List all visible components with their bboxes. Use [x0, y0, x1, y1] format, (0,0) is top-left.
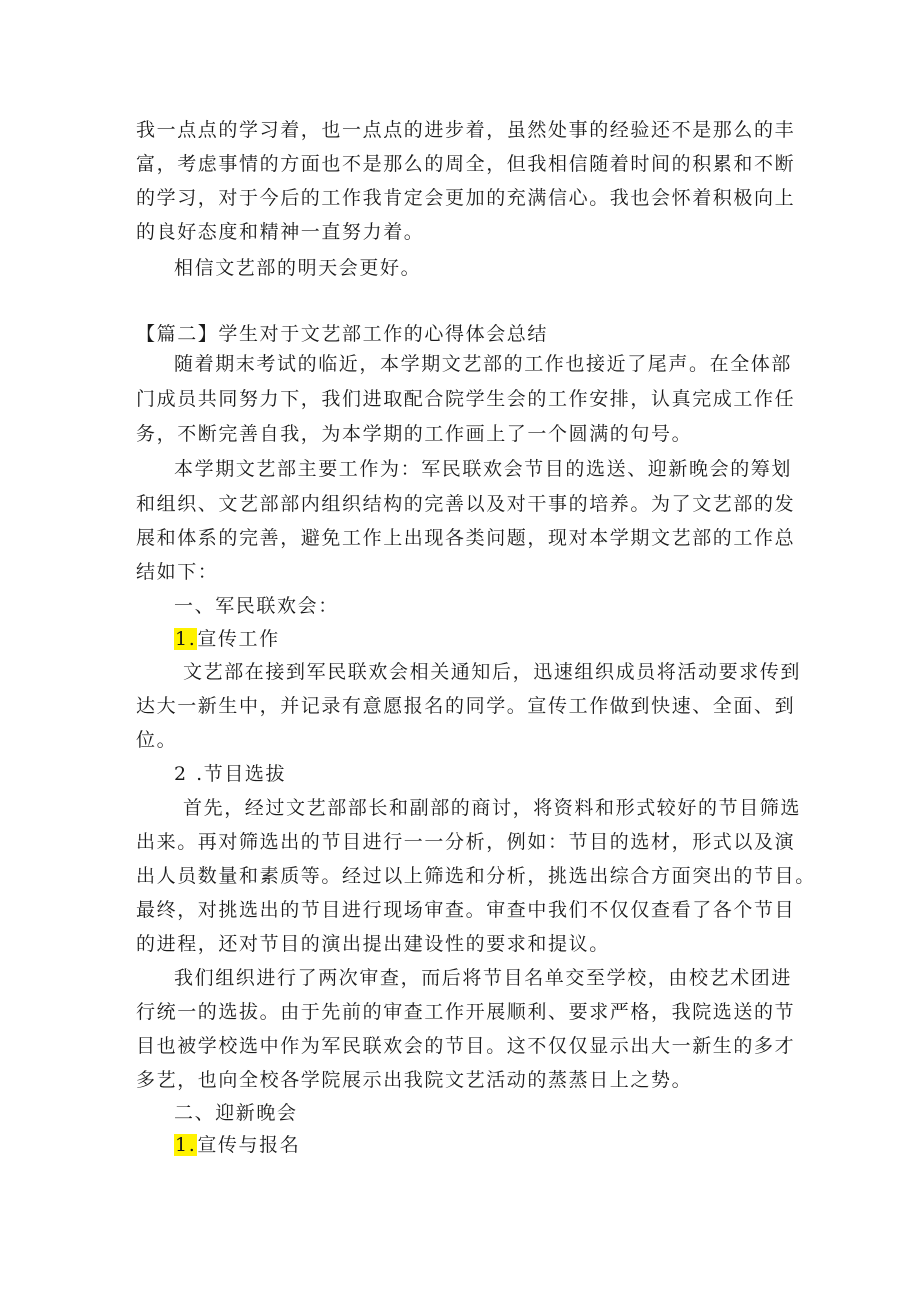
body-text-line: 首先，经过文艺部部长和副部的商讨，将资料和形式较好的节目筛选 — [183, 797, 802, 819]
body-text-line: 本学期文艺部主要工作为：军民联欢会节目的选送、迎新晚会的筹划 — [174, 458, 793, 480]
section-heading: 二、迎新晚会 — [174, 1102, 298, 1124]
body-text-line: 和组织、文艺部部内组织结构的完善以及对干事的培养。为了文艺部的发 — [136, 493, 796, 515]
body-text-line: 的进程，还对节目的演出提出建设性的要求和提议。 — [136, 933, 610, 955]
section-heading: 一、军民联欢会： — [174, 595, 339, 617]
highlighted-number: 1. — [175, 628, 197, 650]
body-text-line: 行统一的选拔。由于先前的审查工作开展顺利、要求严格，我院选送的节 — [136, 1001, 796, 1023]
subsection-heading — [174, 627, 280, 651]
closing-sentence: 相信文艺部的明天会更好。 — [174, 257, 422, 279]
body-text-line: 展和体系的完善，避免工作上出现各类问题，现对本学期文艺部的工作总 — [136, 527, 796, 549]
body-text-line: 出来。再对筛选出的节目进行一一分析，例如：节目的选材，形式以及演 — [136, 831, 796, 853]
body-text-line: 务，不断完善自我，为本学期的工作画上了一个圆满的句号。 — [136, 423, 693, 445]
subsection-title: 宣传与报名 — [197, 1134, 301, 1156]
body-text-line: 出人员数量和素质等。经过以上筛选和分析，挑选出综合方面突出的节目。 — [136, 865, 816, 887]
body-text-line: 我一点点的学习着，也一点点的进步着，虽然处事的经验还不是那么的丰 — [136, 119, 796, 141]
body-text-line: 的良好态度和精神一直努力着。 — [136, 221, 425, 243]
body-text-line: 的学习，对于今后的工作我肯定会更加的充满信心。我也会怀着积极向上 — [136, 187, 796, 209]
body-text-line: 随着期末考试的临近，本学期文艺部的工作也接近了尾声。在全体部 — [174, 353, 793, 375]
body-text-line: 目也被学校选中作为军民联欢会的节目。这不仅仅显示出大一新生的多才 — [136, 1035, 796, 1057]
highlighted-number: 1. — [175, 1134, 197, 1156]
subsection-heading — [174, 1133, 300, 1157]
body-text-line: 富，考虑事情的方面也不是那么的周全，但我相信随着时间的积累和不断 — [136, 153, 796, 175]
body-text-line: 结如下： — [136, 561, 219, 583]
body-text-line: 达大一新生中，并记录有意愿报名的同学。宣传工作做到快速、全面、到 — [136, 695, 796, 717]
subsection-heading — [174, 762, 286, 786]
body-text-line: 位。 — [136, 729, 178, 751]
subsection-title: .节目选拔 — [196, 763, 287, 785]
body-text-line: 门成员共同努力下，我们进取配合院学生会的工作安排，认真完成工作任 — [136, 388, 796, 410]
body-text-line: 文艺部在接到军民联欢会相关通知后，迅速组织成员将活动要求传到 — [183, 661, 802, 683]
body-text-line: 多艺，也向全校各学院展示出我院文艺活动的蒸蒸日上之势。 — [136, 1069, 693, 1091]
subsection-number: 2 — [174, 763, 197, 785]
body-text-line: 我们组织进行了两次审查，而后将节目名单交至学校，由校艺术团进 — [174, 967, 793, 989]
subsection-title: 宣传工作 — [197, 628, 280, 650]
article-title: 【篇二】学生对于文艺部工作的心得体会总结 — [136, 323, 549, 345]
body-text-line: 最终，对挑选出的节目进行现场审查。审查中我们不仅仅查看了各个节目 — [136, 899, 796, 921]
